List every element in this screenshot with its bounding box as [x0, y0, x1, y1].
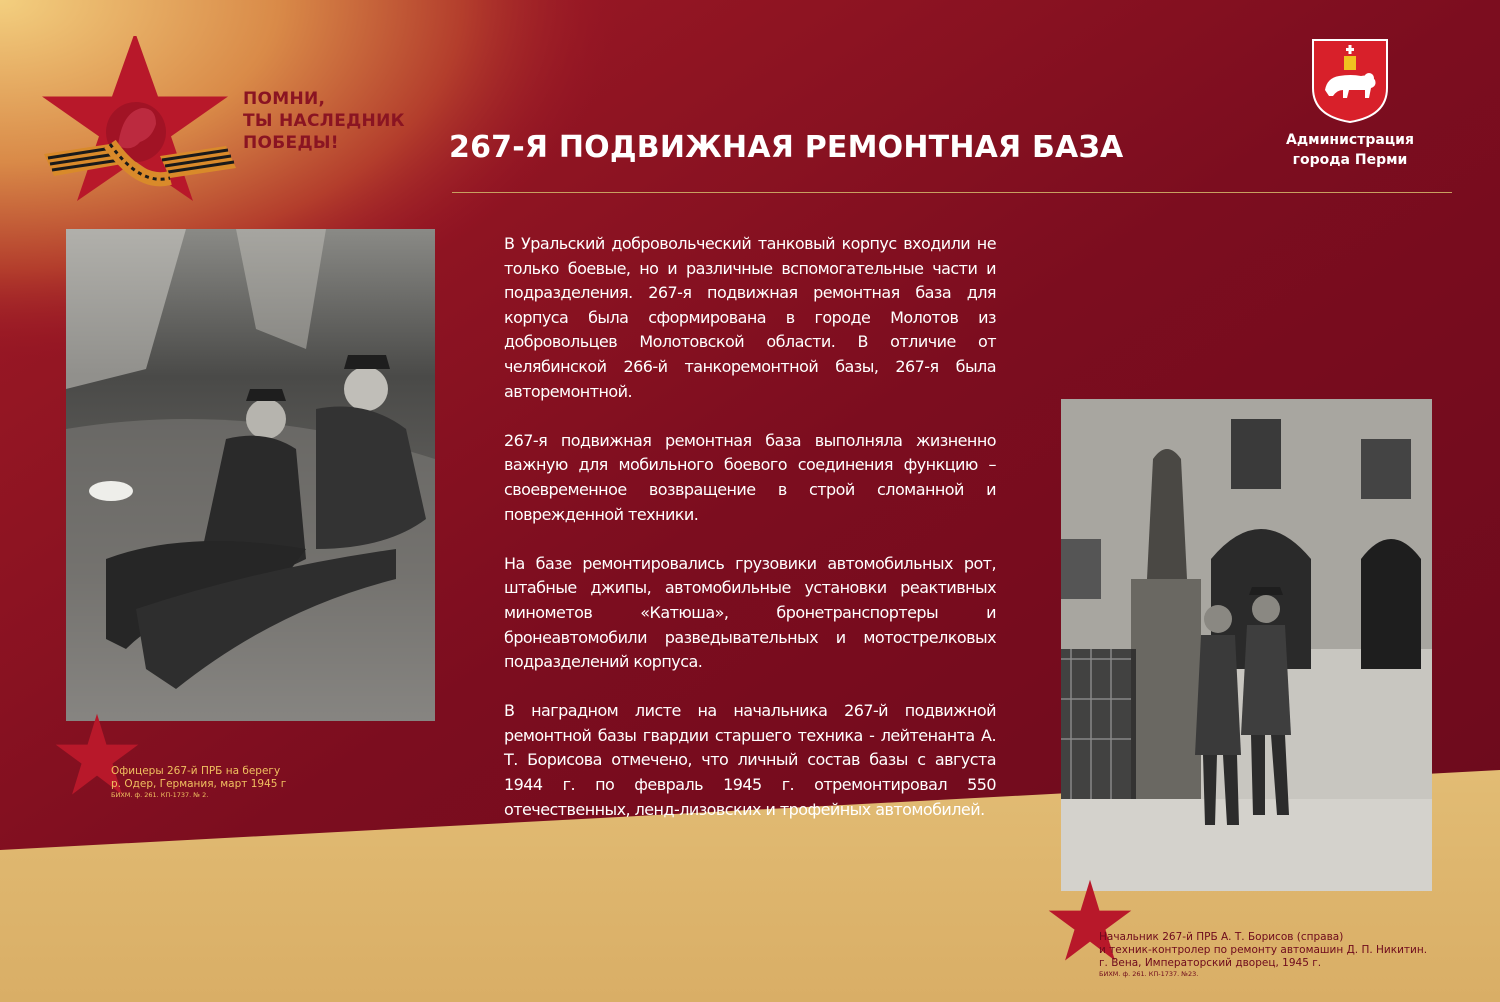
- perm-bear-coat-of-arms-icon: [1311, 38, 1389, 124]
- article-paragraph: В Уральский добровольческий танковый корпус входили не только боевые, но и различные вспомогательные части и подразделения. 267-я подвижная ремонтная база для корпуса была сформирована в городе Молотов из добровольцев Молотовской области. В отличие от челябинской 266-й танкоремонтной базы, 267-я была авторемонтной.: [504, 234, 996, 401]
- caption-line: Офицеры 267-й ПРБ на берегу: [111, 765, 281, 777]
- photo-caption: [1099, 931, 1429, 979]
- red-star-with-ribbon-icon: [40, 36, 240, 201]
- title-divider: [452, 192, 1452, 193]
- photo-officers-riverbank: [66, 229, 435, 721]
- caption-line: и техник-контролер по ремонту автомашин Д. П. Никитин.: [1099, 944, 1428, 956]
- caption-source: БИХМ. ф. 261. КП-1737. №23.: [1099, 970, 1199, 978]
- administration-label: [1270, 130, 1430, 170]
- caption-line: Начальник 267-й ПРБ А. Т. Борисов (справа): [1099, 931, 1344, 943]
- photo-caption: [111, 765, 331, 800]
- article-paragraph: На базе ремонтировались грузовики автомобильных рот, штабные джипы, автомобильные установки реактивных минометов «Катюша», бронетранспортеры и бронеавтомобили разведывательных и мотострелковых подразделений корпуса.: [504, 553, 996, 672]
- photo-vienna-palace: [1061, 399, 1432, 891]
- page-title: 267-Я ПОДВИЖНАЯ РЕМОНТНАЯ БАЗА: [449, 130, 1124, 165]
- article-paragraph: В наградном листе на начальника 267-й подвижной ремонтной базы гвардии старшего техника - лейтенанта А. Т. Борисова отмечено, что личный состав базы с августа 1944 г. по февраль 1945 г. отремонтировал 550 отечественных, ленд-лизовских и трофейных автомобилей.: [504, 701, 996, 819]
- slogan: [243, 88, 443, 154]
- caption-source: БИХМ. ф. 261. КП-1737. № 2.: [111, 791, 209, 799]
- slogan-line: ПОМНИ,: [243, 89, 326, 109]
- admin-line: города Перми: [1292, 152, 1408, 168]
- article-body: [504, 232, 996, 847]
- slogan-line: ПОБЕДЫ!: [243, 133, 339, 153]
- admin-line: Администрация: [1286, 132, 1414, 148]
- slogan-line: ТЫ НАСЛЕДНИК: [243, 111, 405, 131]
- caption-line: р. Одер, Германия, март 1945 г: [111, 778, 287, 790]
- article-paragraph: 267-я подвижная ремонтная база выполняла жизненно важную для мобильного боевого соединения функцию – своевременное возвращение в строй сломанной и поврежденной техники.: [504, 430, 996, 524]
- caption-line: г. Вена, Императорский дворец, 1945 г.: [1099, 957, 1322, 969]
